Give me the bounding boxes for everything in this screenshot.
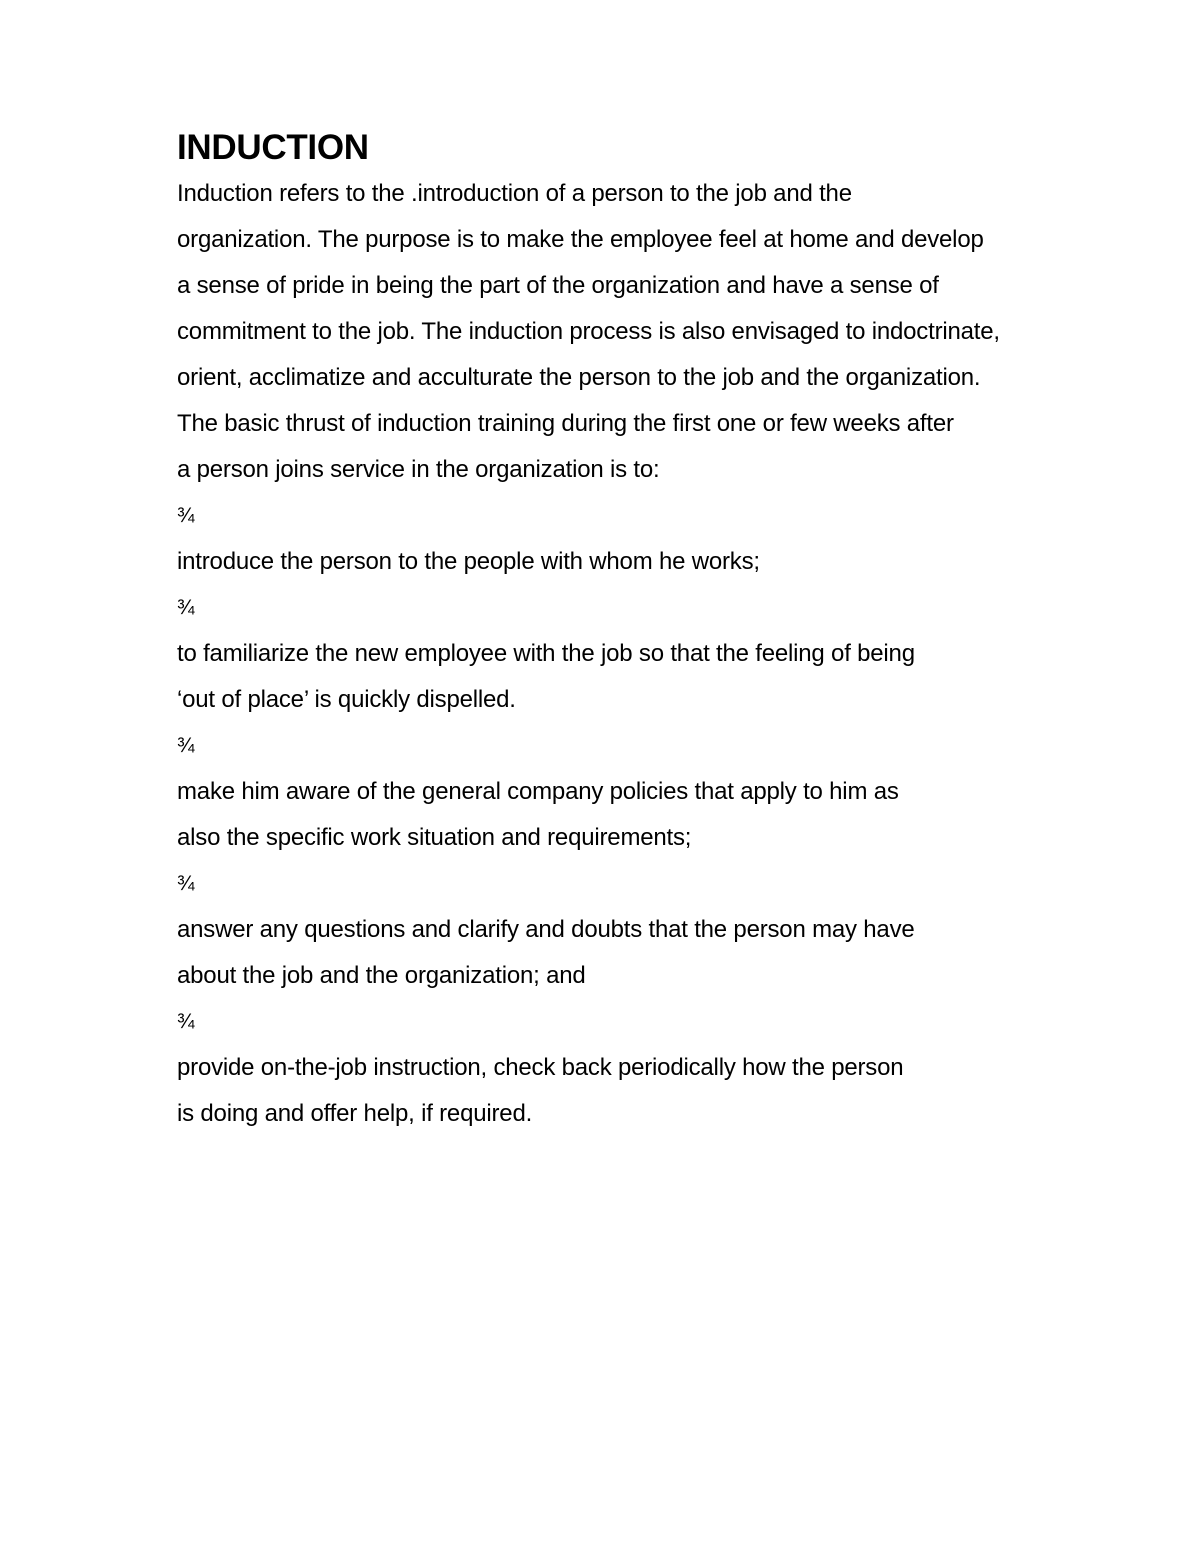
bullet-marker: ¾ (177, 596, 195, 619)
text-line: about the job and the organization; and (177, 962, 586, 989)
text-line: orient, acclimatize and acculturate the person to the job and the organization. (177, 364, 981, 391)
bullet-marker: ¾ (177, 1010, 195, 1033)
text-line: make him aware of the general company policies that apply to him as (177, 778, 899, 805)
text-line: provide on-the-job instruction, check back periodically how the person (177, 1054, 904, 1081)
text-line: a sense of pride in being the part of the organization and have a sense of (177, 272, 939, 299)
text-line: organization. The purpose is to make the employee feel at home and develop (177, 226, 984, 253)
bullet-marker: ¾ (177, 504, 195, 527)
text-line: Induction refers to the .introduction of a person to the job and the (177, 180, 852, 207)
text-line: introduce the person to the people with whom he works; (177, 548, 760, 575)
text-line: answer any questions and clarify and doubts that the person may have (177, 916, 915, 943)
text-line: is doing and offer help, if required. (177, 1100, 533, 1127)
bullet-marker: ¾ (177, 734, 195, 757)
text-line: also the specific work situation and requirements; (177, 824, 692, 851)
document-body (177, 126, 1037, 1146)
bullet-marker: ¾ (177, 872, 195, 895)
text-line: ‘out of place’ is quickly dispelled. (177, 686, 516, 713)
text-line: a person joins service in the organization is to: (177, 456, 660, 483)
document-title: INDUCTION (177, 128, 369, 167)
text-line: commitment to the job. The induction process is also envisaged to indoctrinate, (177, 318, 1000, 345)
text-line: to familiarize the new employee with the job so that the feeling of being (177, 640, 915, 667)
text-line: The basic thrust of induction training during the first one or few weeks after (177, 410, 954, 437)
